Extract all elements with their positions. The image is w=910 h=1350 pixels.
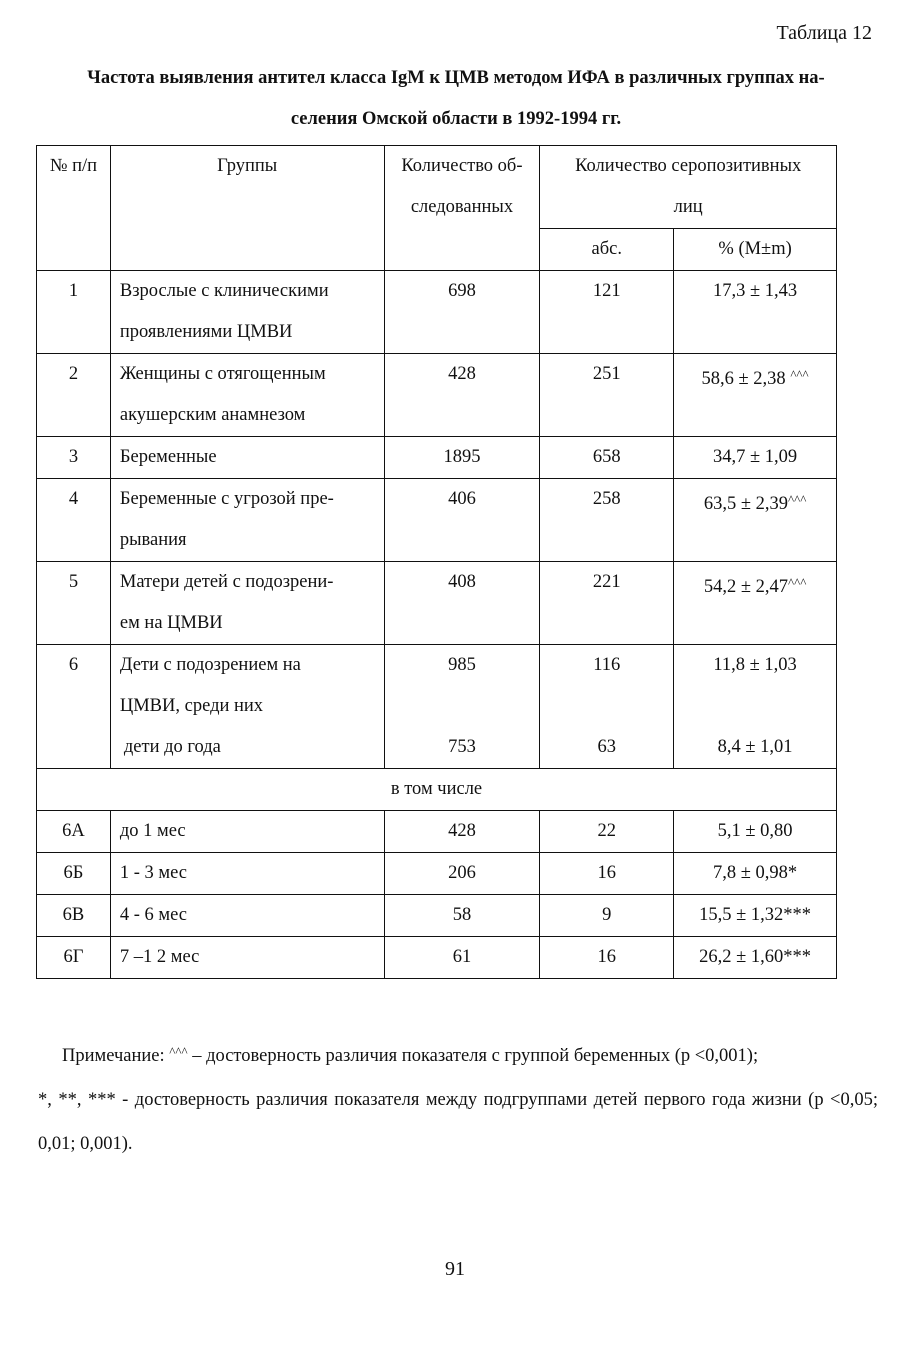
row-examined: 406 (384, 479, 540, 562)
abs-value: 116 (593, 655, 621, 675)
row-examined: 1895 (384, 437, 540, 479)
header-positive-line-2: лиц (673, 197, 703, 217)
percent-value: 8,4 ± 1,01 (717, 737, 793, 757)
row-group: Беременные (110, 437, 384, 479)
row-abs: 221 (540, 562, 674, 645)
spacer (674, 686, 836, 727)
row-abs: 121 (540, 271, 674, 354)
note-text: – достоверность различия показателя с группой беременных (р <0,001); (187, 1046, 759, 1066)
table-row (37, 853, 837, 895)
spacer (540, 686, 673, 727)
data-table (36, 145, 837, 979)
row-group-line: Матери детей с подозрени- (119, 572, 334, 592)
row-abs: 658 (540, 437, 674, 479)
percent-value: 54,2 ± 2,47 (703, 577, 788, 597)
header-percent: % (M±m) (674, 229, 837, 271)
significance-mark: ^^^ (169, 1044, 188, 1059)
row-group (110, 645, 384, 769)
row-group-line: рывания (119, 530, 187, 550)
table-row (37, 562, 837, 645)
row-examined: 428 (384, 811, 540, 853)
row-examined: 206 (384, 853, 540, 895)
row-num: 6А (37, 811, 111, 853)
row-abs (540, 645, 674, 769)
row-group: 4 - 6 мес (110, 895, 384, 937)
spacer (385, 686, 540, 727)
examined-value: 985 (448, 655, 476, 675)
note-line-2: *, **, *** - достоверность различия показателя между подгруппами детей первого года жизни (р <0,05; 0,01; 0,001). (38, 1090, 878, 1154)
row-examined: 408 (384, 562, 540, 645)
row-percent (674, 437, 837, 479)
header-examined-line-2: следованных (410, 197, 514, 217)
row-examined: 61 (384, 937, 540, 979)
row-group-line: дети до года (123, 737, 221, 757)
row-abs: 22 (540, 811, 674, 853)
row-abs: 251 (540, 354, 674, 437)
row-group-line: Беременные с угрозой пре- (119, 489, 334, 509)
table-row (37, 811, 837, 853)
row-examined: 698 (384, 271, 540, 354)
percent-value: 63,5 ± 2,39 (703, 494, 788, 514)
row-num: 5 (37, 562, 111, 645)
table-row (37, 271, 837, 354)
row-group: 1 - 3 мес (110, 853, 384, 895)
row-percent (674, 645, 837, 769)
subgroup-header-row (37, 769, 837, 811)
abs-value: 63 (597, 737, 617, 757)
header-examined-line-1: Количество об- (401, 156, 523, 176)
row-group (110, 271, 384, 354)
table-row (37, 354, 837, 437)
row-abs: 16 (540, 937, 674, 979)
significance-mark: ^^^ (788, 492, 807, 507)
significance-mark: ^^^ (788, 575, 807, 590)
table-title (36, 58, 876, 140)
row-abs: 9 (540, 895, 674, 937)
row-abs: 258 (540, 479, 674, 562)
row-examined: 428 (384, 354, 540, 437)
row-percent (674, 354, 837, 437)
row-group-line: акушерским анамнезом (119, 405, 306, 425)
row-group: 7 –1 2 мес (110, 937, 384, 979)
row-group (110, 479, 384, 562)
table-note (38, 1030, 878, 1166)
row-num: 6Г (37, 937, 111, 979)
row-group-line: ЦМВИ, среди них (119, 696, 264, 716)
row-percent: 15,5 ± 1,32*** (674, 895, 837, 937)
row-percent: 5,1 ± 0,80 (674, 811, 837, 853)
row-examined: 58 (384, 895, 540, 937)
row-num: 6Б (37, 853, 111, 895)
row-examined (384, 645, 540, 769)
row-group: до 1 мес (110, 811, 384, 853)
row-num: 6 (37, 645, 111, 769)
table-row (37, 645, 837, 769)
percent-value: 58,6 ± 2,38 (701, 369, 791, 389)
row-group-line: Взрослые с клиническими (119, 281, 329, 301)
row-percent (674, 479, 837, 562)
row-num: 2 (37, 354, 111, 437)
header-abs: абс. (540, 229, 674, 271)
row-percent (674, 271, 837, 354)
table-row (37, 437, 837, 479)
row-percent: 7,8 ± 0,98* (674, 853, 837, 895)
row-percent (674, 562, 837, 645)
table-row (37, 479, 837, 562)
title-line-2: селения Омской области в 1992-1994 гг. (290, 109, 622, 129)
row-group-line: ем на ЦМВИ (119, 613, 223, 633)
subgroup-header: в том числе (37, 769, 837, 811)
header-num: № п/п (37, 146, 111, 271)
row-num: 1 (37, 271, 111, 354)
header-row (37, 146, 837, 229)
table-row (37, 895, 837, 937)
table-row (37, 937, 837, 979)
row-group (110, 354, 384, 437)
header-positive-line-1: Количество серопозитивных (575, 156, 802, 176)
row-group-line: проявлениями ЦМВИ (119, 322, 293, 342)
row-percent: 26,2 ± 1,60*** (674, 937, 837, 979)
note-prefix: Примечание: (62, 1046, 170, 1066)
row-num: 4 (37, 479, 111, 562)
header-groups: Группы (110, 146, 384, 271)
row-num: 3 (37, 437, 111, 479)
percent-value: 17,3 ± 1,43 (713, 281, 798, 301)
header-examined (384, 146, 540, 271)
significance-mark: ^^^ (790, 367, 809, 382)
row-num: 6В (37, 895, 111, 937)
table-label: Таблица 12 (776, 22, 872, 44)
page-number: 91 (445, 1258, 465, 1280)
row-group-line: Женщины с отягощенным (119, 364, 326, 384)
header-positive (540, 146, 837, 229)
note-line-1 (38, 1030, 878, 1078)
row-group-line: Дети с подозрением на (119, 655, 301, 675)
percent-value: 34,7 ± 1,09 (713, 447, 798, 467)
percent-value: 11,8 ± 1,03 (713, 655, 797, 675)
row-group (110, 562, 384, 645)
row-abs: 16 (540, 853, 674, 895)
examined-value: 753 (448, 737, 476, 757)
title-line-1: Частота выявления антител класса IgM к ЦМВ методом ИФА в различных группах на- (87, 68, 825, 88)
